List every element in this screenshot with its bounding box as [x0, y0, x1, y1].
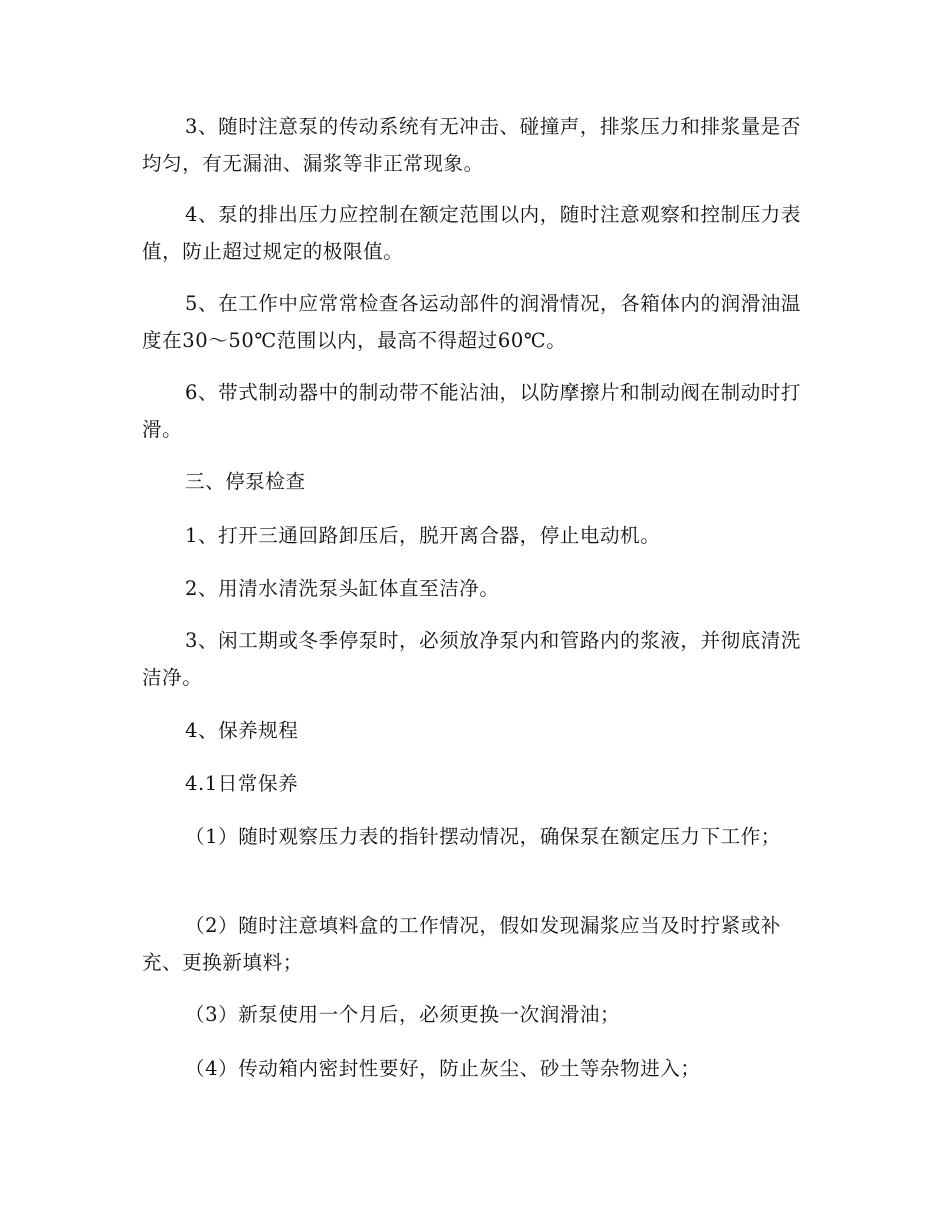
- paragraph-pump-transmission-check: 3、随时注意泵的传动系统有无冲击、碰撞声，排浆压力和排浆量是否均匀，有无漏油、漏浆等非正常现象。: [142, 115, 802, 175]
- section-heading-stop-pump-check: 三、停泵检查: [185, 470, 306, 493]
- list-item-maintenance-2: （2）随时注意填料盒的工作情况，假如发现漏浆应当及时拧紧或补充、更换新填料；: [142, 914, 781, 974]
- section-heading-maintenance-rules: 4、保养规程: [185, 719, 299, 742]
- paragraph-brake-band: 6、带式制动器中的制动带不能沾油，以防摩擦片和制动阀在制动时打滑。: [142, 381, 802, 441]
- subsection-heading-daily-maintenance: 4.1日常保养: [185, 772, 299, 795]
- paragraph-lubrication-temperature: 5、在工作中应常常检查各运动部件的润滑情况，各箱体内的润滑油温度在30～50℃范围以内，最高不得超过60℃。: [142, 292, 802, 352]
- list-item-maintenance-4: （4）传动箱内密封性要好，防止灰尘、砂土等杂物进入；: [185, 1057, 701, 1080]
- paragraph-stop-step-3: 3、闲工期或冬季停泵时，必须放净泵内和管路内的浆液，并彻底清洗洁净。: [142, 629, 802, 689]
- list-item-maintenance-3: （3）新泵使用一个月后，必须更换一次润滑油；: [185, 1003, 621, 1026]
- paragraph-discharge-pressure: 4、泵的排出压力应控制在额定范围以内，随时注意观察和控制压力表值，防止超过规定的极限值。: [142, 203, 802, 263]
- paragraph-stop-step-2: 2、用清水清洗泵头缸体直至洁净。: [185, 577, 500, 600]
- paragraph-stop-step-1: 1、打开三通回路卸压后，脱开离合器，停止电动机。: [185, 524, 661, 547]
- list-item-maintenance-1: （1）随时观察压力表的指针摆动情况，确保泵在额定压力下工作；: [185, 825, 781, 848]
